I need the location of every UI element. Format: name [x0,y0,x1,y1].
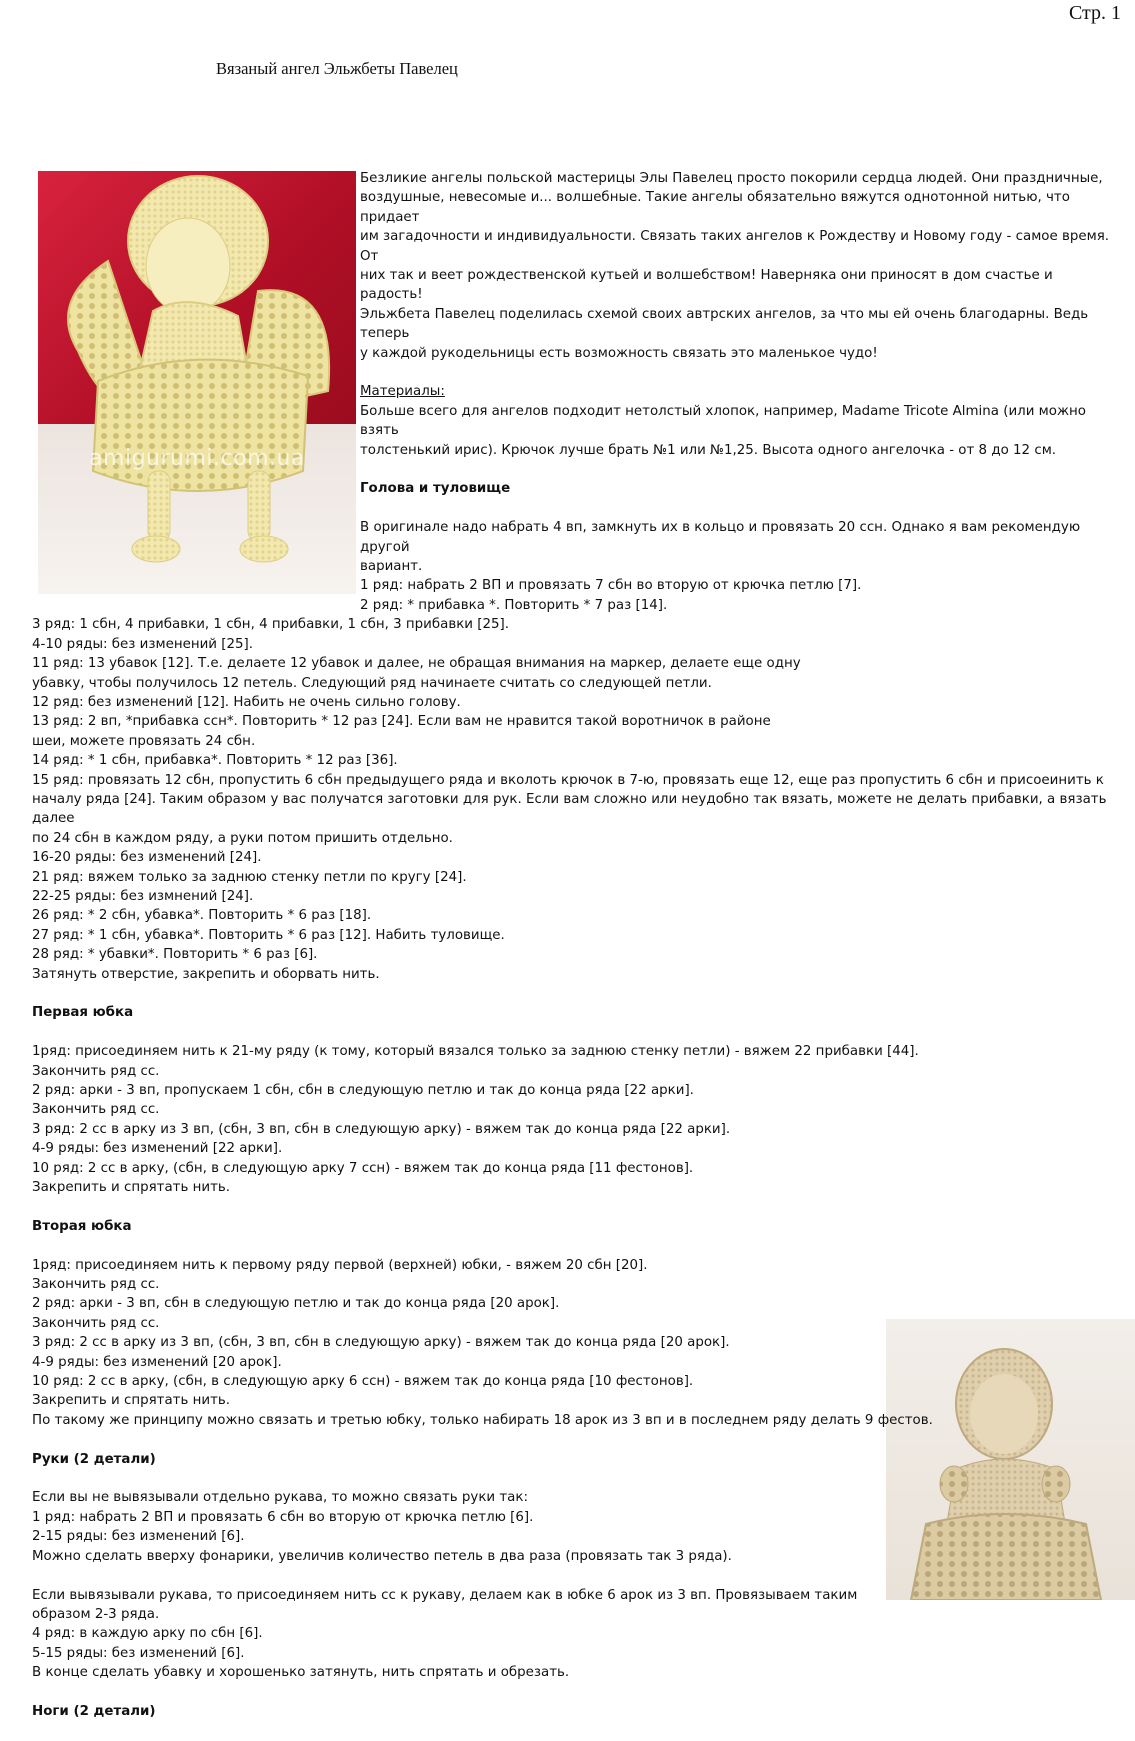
instruction-line: 11 ряд: 13 убавок [12]. Т.е. делаете 12 убавок и далее, не обращая внимания на маркер, делаете еще одну [32,656,801,672]
instruction-line: Закрепить и спрятать нить. [32,1393,231,1409]
instruction-line: Закончить ряд сс. [32,1315,160,1331]
instruction-line: 3 ряд: 2 сс в арку из 3 вп, (сбн, 3 вп, сбн в следующую арку) - вяжем так до конца ряда [22 арки]. [32,1121,731,1137]
instruction-line: 5-15 ряды: без изменений [6]. [32,1645,245,1661]
document-title: Вязаный ангел Эльжбеты Павелец [216,59,458,78]
instruction-line: Закончить ряд сс. [32,1277,160,1293]
instruction-line: В оригинале надо набрать 4 вп, замкнуть их в кольцо и провязать 20 ссн. Однако я вам рекомендую другой [360,520,1081,555]
section-heading-legs: Ноги (2 детали) [32,1703,156,1719]
instruction-line: 14 ряд: * 1 сбн, прибавка*. Повторить * 12 раз [36]. [32,753,398,769]
materials-line: толстенький ирис). Крючок лучше брать №1 или №1,25. Высота одного ангелочка - от 8 до 12 см. [360,442,1057,458]
materials-line: Больше всего для ангелов подходит нетолстый хлопок, например, Madame Tricote Almina (или можно взять [360,403,1086,439]
article-body [32,169,1112,1741]
instruction-line: 16-20 ряды: без изменений [24]. [32,850,262,866]
intro-line: Эльжбета Павелец поделилась схемой своих автрских ангелов, за что мы ей очень благодарны. Ведь теперь [360,306,1089,342]
instruction-line: 4-10 ряды: без изменений [25]. [32,636,253,652]
instruction-line: 28 ряд: * убавки*. Повторить * 6 раз [6]. [32,947,318,963]
instruction-line: Если вывязывали рукава, то присоединяем нить сс к рукаву, делаем как в юбке 6 арок из 3 вп. Провязываем таким [32,1587,858,1603]
instruction-line: 10 ряд: 2 сс в арку, (сбн, в следующую арку 6 ссн) - вяжем так до конца ряда [10 фестонов]. [32,1374,694,1390]
instruction-line: 1ряд: присоединяем нить к первому ряду первой (верхней) юбки, - вяжем 20 сбн [20]. [32,1257,648,1273]
instruction-line: 21 ряд: вяжем только за заднюю стенку петли по кругу [24]. [32,869,467,885]
instruction-line: 2-15 ряды: без изменений [6]. [32,1529,245,1545]
instruction-line: 27 ряд: * 1 сбн, убавка*. Повторить * 6 раз [12]. Набить туловище. [32,927,505,943]
instruction-line: 4-9 ряды: без изменений [20 арок]. [32,1354,282,1370]
skirt1-instructions [32,1042,1112,1197]
instruction-line: 2 ряд: арки - 3 вп, пропускаем 1 сбн, сбн в следующую петлю и так до конца ряда [22 арки]. [32,1083,694,1099]
instruction-line: 3 ряд: 1 сбн, 4 прибавки, 1 сбн, 4 прибавки, 1 сбн, 3 прибавки [25]. [32,617,510,633]
skirt2-instructions [32,1256,1112,1431]
page-number: Стр. 1 [1068,2,1121,24]
section-heading-skirt1: Первая юбка [32,1005,134,1021]
instruction-line: Закончить ряд сс. [32,1063,160,1079]
instruction-line: Если вы не вывязывали отдельно рукава, то можно связать руки так: [32,1490,528,1506]
section-heading-head: Голова и туловище [360,481,511,497]
instruction-line: 26 ряд: * 2 сбн, убавка*. Повторить * 6 раз [18]. [32,908,372,924]
instruction-line: 10 ряд: 2 сс в арку, (сбн, в следующую арку 7 ссн) - вяжем так до конца ряда [11 фестонов]. [32,1160,694,1176]
instruction-line: образом 2-3 ряда. [32,1606,160,1622]
instruction-line: 15 ряд: провязать 12 сбн, пропустить 6 сбн предыдущего ряда и вколоть крючок в 7-ю, провязать еще 12, еще раз пропустить 6 сбн и присоеинить к [32,772,1104,788]
intro-line: них так и веет рождественской кутьей и волшебством! Наверняка они приносят в дом счастье и радость! [360,268,1053,303]
instruction-line: 22-25 ряды: без измнений [24]. [32,888,254,904]
instruction-line: 3 ряд: 2 сс в арку из 3 вп, (сбн, 3 вп, сбн в следующую арку) - вяжем так до конца ряда [20 арок]. [32,1335,730,1351]
instruction-line: 4 ряд: в каждую арку по сбн [6]. [32,1626,263,1642]
intro-line: им загадочности и индивидуальности. Связать таких ангелов к Рождеству и Новому году - самое время. От [360,229,1110,264]
instruction-line: 1ряд: присоединяем нить к 21-му ряду (к тому, который вязался только за заднюю стенку петли) - вяжем 22 прибавки [44]. [32,1044,919,1060]
instruction-line: убавку, чтобы получилось 12 петель. Следующий ряд начинаете считать со следующей петли. [32,675,712,691]
instruction-line: По такому же принципу можно связать и третью юбку, только набирать 18 арок из 3 вп и в последнем ряду делать 9 фестов. [32,1412,933,1428]
photo-watermark: amigurumi.com.ua [89,446,305,471]
instruction-line: 13 ряд: 2 вп, *прибавка ссн*. Повторить * 12 раз [24]. Если вам не нравится такой воротничок в районе [32,714,771,730]
instruction-line: 1 ряд: набрать 2 ВП и провязать 6 сбн во вторую от крючка петлю [6]. [32,1509,534,1525]
materials-label: Материалы: [360,384,445,400]
instruction-line: 12 ряд: без изменений [12]. Набить не очень сильно голову. [32,694,461,710]
instruction-line: 1 ряд: набрать 2 ВП и провязать 7 сбн во вторую от крючка петлю [7]. [360,578,862,594]
instruction-line: Затянуть отверстие, закрепить и оборвать нить. [32,966,380,982]
section-heading-skirt2: Вторая юбка [32,1218,132,1234]
intro-line: Безликие ангелы польской мастерицы Элы Павелец просто покорили сердца людей. Они праздничные, [360,171,1103,186]
instruction-line: по 24 сбн в каждом ряду, а руки потом пришить отдельно. [32,830,453,846]
intro-line: воздушные, невесомые и... волшебные. Такие ангелы обязательно вяжутся однотонной нитью, что придает [360,190,1070,225]
instruction-line: 2 ряд: * прибавка *. Повторить * 7 раз [14]. [360,597,668,613]
instruction-line: шеи, можете провязать 24 сбн. [32,733,256,749]
instruction-line: Можно сделать вверху фонарики, увеличив количество петель в два раза (провязать так 3 ряда). [32,1548,732,1564]
instruction-line: В конце сделать убавку и хорошенько затянуть, нить спрятать и обрезать. [32,1665,570,1681]
section-heading-arms: Руки (2 детали) [32,1451,156,1467]
instruction-line: Закрепить и спрятать нить. [32,1180,231,1196]
instruction-line: Закончить ряд сс. [32,1102,160,1118]
intro-line: у каждой рукодельницы есть возможность связать это маленькое чудо! [360,345,878,361]
instruction-line: вариант. [360,559,423,575]
instruction-line: 2 ряд: арки - 3 вп, сбн в следующую петлю и так до конца ряда [20 арок]. [32,1296,560,1312]
instruction-line: 4-9 ряды: без изменений [22 арки]. [32,1141,283,1157]
instruction-line: началу ряда [24]. Таким образом у вас получатся заготовки для рук. Если вам сложно или неудобно так вязать, можете не делать прибавки, а вязать далее [32,791,1107,827]
